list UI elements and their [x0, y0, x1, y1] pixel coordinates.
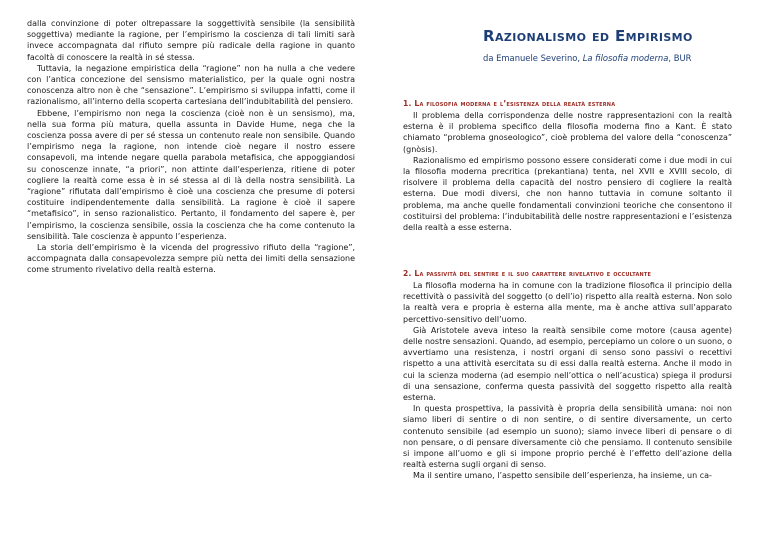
section-1 — [403, 98, 732, 233]
page-subtitle — [483, 53, 753, 64]
section-heading: 1. La filosofia moderna e l’esistenza della realtà esterna — [403, 99, 616, 108]
paragraph: Già Aristotele aveva inteso la realtà sensibile come motore (causa agente) delle nostre sensazioni. Quando, ad esempio, percepiamo un colore o un suono, o avvertiamo una resistenza, i nostri organi di senso sono passivi o recettivi rispetto a una attività esercitata su di essi dalla realtà esterna. Anche il modo in cui la scienza moderna (ad esempio nell’ottica o nell’acustica) spiega il prodursi di una sensazione, conferma questa passività del soggetto rispetto alla realtà esterna. — [403, 325, 732, 403]
section-heading: 2. La passività del sentire e il suo carattere rivelativo e occultante — [403, 269, 652, 278]
left-page-column — [27, 18, 355, 276]
section-2 — [403, 268, 732, 482]
subtitle-prefix: da Emanuele Severino, — [483, 53, 583, 63]
paragraph: Razionalismo ed empirismo possono essere considerati come i due modi in cui la filosofia moderna precritica (prekantiana) tenta, nel XVII e XVIII secolo, di risolvere il problema della capacità del nostro pensiero di cogliere la realtà esterna. Due modi diversi, che non hanno tuttavia in comune soltanto il problema, ma anche quelle fondamentali convinzioni teoriche che consentono il costituirsi del problema: l’indubitabilità delle nostre rappresentazioni e l’esistenza della realtà a esse esterna. — [403, 155, 732, 233]
subtitle-work: La filosofia moderna — [582, 53, 669, 63]
subtitle-suffix: , BUR — [668, 53, 692, 63]
right-page — [384, 0, 768, 543]
paragraph: Ma il sentire umano, l’aspetto sensibile dell’esperienza, ha insieme, un ca- — [413, 471, 712, 481]
paragraph: La filosofia moderna ha in comune con la tradizione filosofica il principio della recettività o passività del soggetto (o dell’io) rispetto alla realtà esterna. Non solo la realtà vera e propria è esterna alla mente, ma è anche attiva sull’apparato percettivo-sensitivo dell’uomo. — [403, 281, 732, 324]
paragraph: Ebbene, l’empirismo non nega la coscienza (cioè non è un sensismo), ma, nella sua forma più matura, quella assunta in Davide Hume, nega che la coscienza possa avere di per sé stessa un contenuto reale non sensibile. Quando l’empirismo nega la ragione, non intende cioè negare il nostro essere consapevoli, ma intende negare quella parabola metafisica, che appoggiandosi su conoscenze innate, “a priori”, non attinte dall’esperienza, ritiene di poter cogliere la realtà come essa è in sé stessa al di là della nostra sensibilità. La “ragione” rifiutata dall’empirismo è cioè una coscienza che presume di potersi costituire indipendentemente dalla sensibilità. La ragione è cioè il sapere “metafisico”, in senso razionalistico. Pertanto, il fondamento del sapere è, per l’empirismo, la coscienza sensibile, ossia la coscienza che ha come contenuto la sensibilità. Tale coscienza è appunto l’esperienza. — [27, 108, 355, 241]
page-title: Razionalismo ed Empirismo — [483, 27, 693, 45]
paragraph: dalla convinzione di poter oltrepassare la soggettività sensibile (la sensibilità soggettiva) mediante la ragione, per l’empirismo la coscienza di tali limiti sarà invece accompagnata dal rifiuto sempre più radicale della ragione in quanto facoltà di conoscere la realtà in sé stessa. — [27, 19, 355, 62]
title-block — [483, 27, 753, 64]
paragraph: In questa prospettiva, la passività è propria della sensibilità umana: noi non siamo liberi di sentire o di non sentire, o di sentire diversamente, un certo contenuto sensibile (ad esempio un suono); siamo invece liberi di pensare o di non pensare, o di pensare diversamente ciò che pensiamo. Il contenuto sensibile si impone all’uomo e gli si impone proprio perché è l’effetto dell’azione della realtà esterna sugli organi di senso. — [403, 404, 732, 470]
paragraph: Tuttavia, la negazione empiristica della “ragione” non ha nulla a che vedere con l’antica concezione del sensismo materialistico, per la quale ogni nostra conoscenza altro non è che “sensazione”. L’empirismo si sviluppa infatti, come il razionalismo, all’interno della scoperta cartesiana dell’indubitabilità del pensiero. — [27, 63, 355, 107]
paragraph: Il problema della corrispondenza delle nostre rappresentazioni con la realtà esterna è il problema specifico della filosofia moderna fino a Kant. È stato chiamato “problema gnoseologico”, cioè problema del valore della “conoscenza” (gnòsis). — [403, 111, 732, 154]
paragraph: La storia dell’empirismo è la vicenda del progressivo rifiuto della “ragione”, accompagnata dalla consapevolezza sempre più netta dei limiti della sensazione come strumento rivelativo della realtà esterna. — [27, 243, 355, 275]
